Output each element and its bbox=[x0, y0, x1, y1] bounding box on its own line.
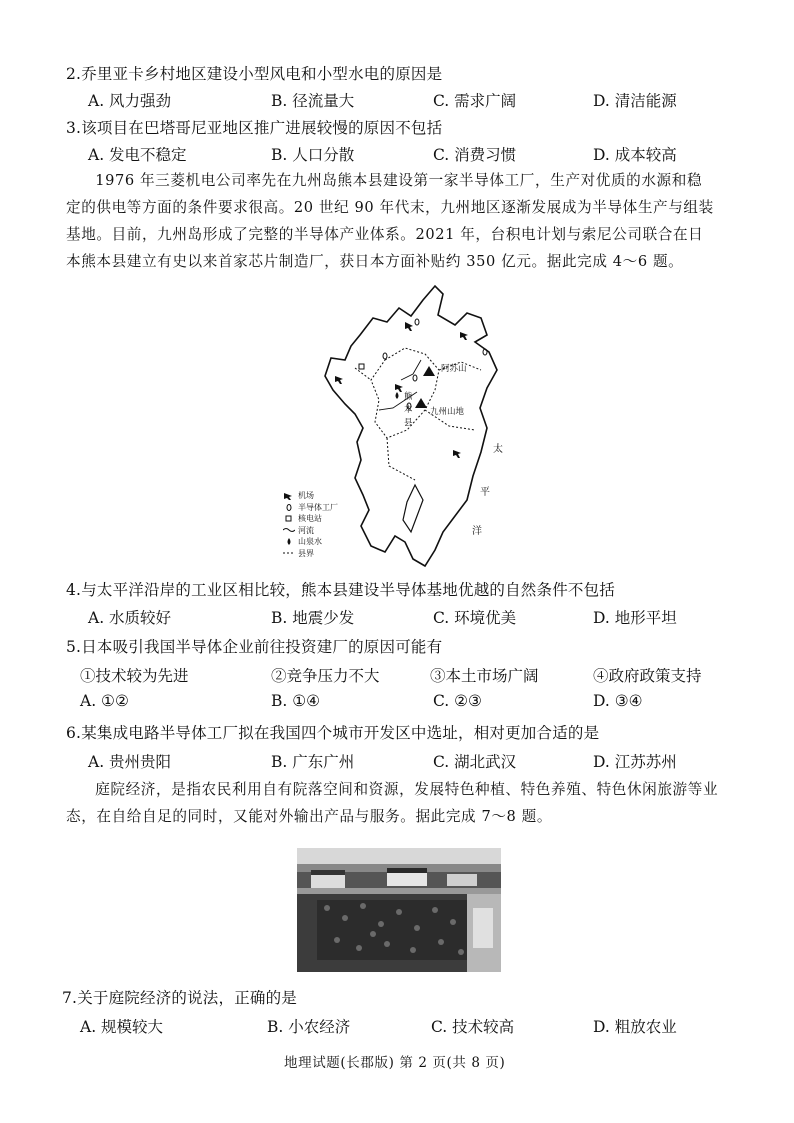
legend-label-spring: 山泉水 bbox=[298, 537, 322, 547]
semiconductor-factory-icon bbox=[283, 503, 295, 512]
passage-1-line-2: 定的供电等方面的条件要求很高。20 世纪 90 年代末，九州地区逐渐发展成为半导体生产与组装 bbox=[66, 199, 714, 216]
question-5-statement-1: ①技术较为先进 bbox=[80, 667, 189, 685]
question-7-option-c: C. 技术较高 bbox=[431, 1018, 515, 1036]
question-4-option-c: C. 环境优美 bbox=[433, 609, 517, 627]
question-7-option-d: D. 粗放农业 bbox=[593, 1018, 677, 1036]
passage-1-line-1: 1976 年三菱机电公司率先在九州岛熊本县建设第一家半导体工厂，生产对优质的水源和稳 bbox=[95, 172, 703, 189]
legend-label-border: 县界 bbox=[298, 548, 314, 558]
question-3-option-d: D. 成本较高 bbox=[593, 146, 677, 164]
map-label-aso: 阿苏山 bbox=[441, 364, 467, 374]
question-5-statement-3: ③本土市场广阔 bbox=[430, 667, 539, 685]
question-7-stem: 7.关于庭院经济的说法，正确的是 bbox=[62, 989, 297, 1007]
county-border-icon bbox=[283, 551, 295, 555]
question-2-stem: 2.乔里亚卡乡村地区建设小型风电和小型水电的原因是 bbox=[66, 65, 443, 83]
passage-semiconductor bbox=[66, 167, 766, 275]
passage-1-line-3: 基地。目前，九州岛形成了完整的半导体产业体系。2021 年，台积电计划与索尼公司联合在日 bbox=[66, 226, 704, 243]
map-label-kumamoto-3: 县 bbox=[404, 418, 413, 428]
passage-1-line-4: 本熊本县建立有史以来首家芯片制造厂，获日本方面补贴约 350 亿元。据此完成 4～6 题。 bbox=[66, 253, 684, 270]
question-4-option-b: B. 地震少发 bbox=[271, 609, 355, 627]
legend-label-river: 河流 bbox=[298, 525, 314, 535]
question-5-statement-4: ④政府政策支持 bbox=[593, 667, 702, 685]
passage-2-line-2: 态，在自给自足的同时，又能对外输出产品与服务。据此完成 7～8 题。 bbox=[66, 808, 553, 825]
question-5-statement-2: ②竞争压力不大 bbox=[271, 667, 380, 685]
question-6-option-d: D. 江苏苏州 bbox=[593, 753, 677, 771]
page-footer: 地理试题(长郡版) 第 2 页(共 8 页) bbox=[284, 1055, 506, 1071]
spring-water-icon bbox=[283, 537, 295, 546]
passage-courtyard-economy bbox=[66, 776, 766, 830]
kyushu-map bbox=[275, 280, 525, 575]
legend-item-nuclear bbox=[283, 513, 338, 525]
courtyard-photo-graphic bbox=[297, 848, 501, 972]
question-3-stem: 3.该项目在巴塔哥尼亚地区推广进展较慢的原因不包括 bbox=[66, 119, 443, 137]
question-4-stem: 4.与太平洋沿岸的工业区相比较，熊本县建设半导体基地优越的自然条件不包括 bbox=[66, 581, 615, 599]
question-3-option-c: C. 消费习惯 bbox=[433, 146, 517, 164]
map-legend bbox=[283, 490, 338, 559]
legend-label-airport: 机场 bbox=[298, 491, 314, 501]
river-icon bbox=[283, 527, 295, 533]
question-3-option-a: A. 发电不稳定 bbox=[88, 146, 187, 164]
question-3-option-b: B. 人口分散 bbox=[271, 146, 355, 164]
question-2-option-a: A. 风力强劲 bbox=[88, 92, 172, 110]
question-6-option-b: B. 广东广州 bbox=[271, 753, 355, 771]
question-2-option-d: D. 清洁能源 bbox=[593, 92, 677, 110]
passage-2-line-1: 庭院经济，是指农民利用自有院落空间和资源，发展特色种植、特色养殖、特色休闲旅游等业 bbox=[95, 781, 719, 798]
courtyard-photo bbox=[297, 848, 501, 972]
question-5-option-d: D. ③④ bbox=[593, 692, 643, 710]
map-label-pacific-2: 平 bbox=[480, 487, 490, 498]
map-label-pacific-1: 太 bbox=[493, 444, 503, 455]
question-2-option-c: C. 需求广阔 bbox=[433, 92, 517, 110]
question-4-option-a: A. 水质较好 bbox=[88, 609, 172, 627]
question-5-option-c: C. ②③ bbox=[433, 692, 482, 710]
question-6-option-c: C. 湖北武汉 bbox=[433, 753, 517, 771]
legend-label-factory: 半导体工厂 bbox=[298, 502, 338, 512]
question-2-option-b: B. 径流量大 bbox=[271, 92, 355, 110]
question-7-option-b: B. 小农经济 bbox=[267, 1018, 351, 1036]
legend-item-border bbox=[283, 548, 338, 560]
legend-item-spring bbox=[283, 536, 338, 548]
map-label-kumamoto-2: 本 bbox=[404, 405, 413, 415]
legend-label-nuclear: 核电站 bbox=[298, 514, 322, 524]
question-6-option-a: A. 贵州贵阳 bbox=[88, 753, 172, 771]
airport-icon bbox=[283, 492, 295, 500]
question-7-option-a: A. 规模较大 bbox=[80, 1018, 164, 1036]
question-5-stem: 5.日本吸引我国半导体企业前往投资建厂的原因可能有 bbox=[66, 638, 443, 656]
question-4-option-d: D. 地形平坦 bbox=[593, 609, 677, 627]
map-label-pacific-3: 洋 bbox=[472, 526, 482, 537]
nuclear-plant-icon bbox=[283, 515, 295, 523]
question-5-option-a: A. ①② bbox=[80, 692, 129, 710]
legend-item-river bbox=[283, 525, 338, 537]
legend-item-airport bbox=[283, 490, 338, 502]
question-5-option-b: B. ①④ bbox=[271, 692, 321, 710]
map-label-kumamoto-1: 熊 bbox=[404, 392, 413, 402]
map-label-kyushu-mountains: 九州山地 bbox=[430, 407, 465, 417]
question-6-stem: 6.某集成电路半导体工厂拟在我国四个城市开发区中选址，相对更加合适的是 bbox=[66, 724, 600, 742]
legend-item-factory bbox=[283, 502, 338, 514]
